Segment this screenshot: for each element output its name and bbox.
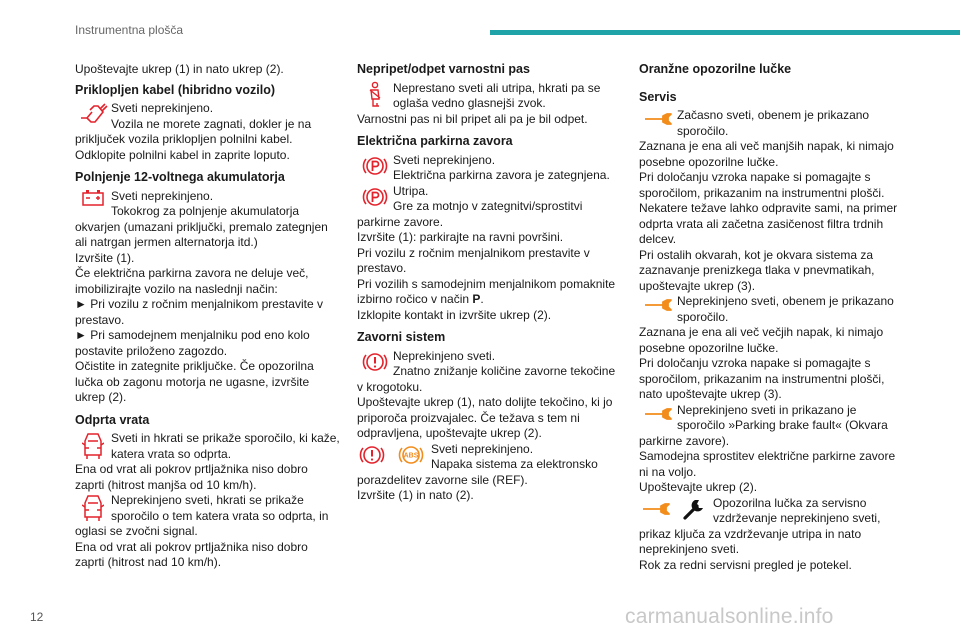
door-block-1 [75,431,340,462]
seatbelt-block [357,81,622,112]
service-icon4-text: Opozorilna lučka za servisno vzdrževanje neprekinjeno sveti, [713,495,881,525]
service-icon3-text: Neprekinjeno sveti in prikazano je sporočilo »Parking brake fault« (Okvara [677,402,888,432]
heading-brake-system: Zavorni sistem [357,330,446,344]
parking-brake-icon [357,153,393,184]
open-door-icon [75,431,111,462]
battery-icon-text: Sveti neprekinjeno. Tokokrog za polnjenje akumulatorja [111,188,300,218]
seatbelt-text: Varnostni pas ni bil pripet ali pa je bil odpet. [357,111,588,126]
heading-open-door: Odprta vrata [75,412,150,427]
service-block-2 [639,294,904,325]
brake-icon2-text: Sveti neprekinjeno. Napaka sistema za elektronsko [431,441,598,471]
service-block-3 [639,403,904,434]
column-2 [357,62,622,504]
service-block-4 [639,496,904,527]
column-1 [75,62,340,571]
service-text-1: Zaznana je ena ali več manjših napak, ki nimajo posebne opozorilne lučke. Pri določanju vzroka napake si pomagajte s sporočilom, prikazanim na instrumentni plošči. Nekatere težave lahko odpravite sami, na primer odprta vrata ali začetna zasičenost filtra trdnih delcev. Pri ostalih okvarah, kot je okvara sistema za zaznavanje prenizkega tlaka v pnevmatikah, upoštevajte ukrep (3). [639,139,898,293]
battery-text: okvarjen (umazani priključki, premalo zategnjen ali natrgan jermen alternatorja itd.) Izvršite (1). Če električna parkirna zavora ne deluje več, imobilizirajte vozilo na naslednji način: ► Pri vozilu z ročnim menjalnikom prestavite v prestavo. ► Pri samodejnem menjalniku pod eno kolo postavite priloženo zagozdo. Očistite in zategnite priključke. Če opozorilna lučka ob zagonu motorja ne ugasne, izvršite ukrep (2). [75,219,328,404]
service-wrench-icon [639,294,677,325]
parking-brake-block-2 [357,184,622,215]
open-door-icon [75,493,111,524]
running-header: Instrumentna plošča [75,23,184,37]
service-block-1 [639,108,904,139]
parking-brake-icon2-text: Utripa. Gre za motnjo v zategnitvi/sprostitvi [393,183,583,213]
battery-block [75,189,340,220]
brake-icon1-text: Neprekinjeno sveti. Znatno znižanje količine zavorne tekočine [393,348,616,378]
door-text-1: Ena od vrat ali pokrov prtljažnika niso dobro zaprti (hitrost manjša od 10 km/h). [75,462,308,492]
service-maintenance-icons [639,496,713,527]
page-number: 12 [30,610,44,624]
heading-orange-warnings: Oranžne opozorilne lučke [639,62,792,76]
brake-abs-icons [357,442,431,473]
door-block-2 [75,493,340,524]
parking-brake-text [357,215,622,324]
service-wrench-icon [639,108,677,139]
door-text-2: oglasi se zvočni signal. Ena od vrat ali pokrov prtljažnika niso dobro zaprti (hitrost nad 10 km/h). [75,524,308,569]
abs-label: ABS [403,452,419,459]
parking-brake-icon [357,184,393,215]
header-accent-bar [490,30,960,35]
charging-text: priključek vozila priklopljen polnilni kabel. Odklopite polnilni kabel in zaprite loputo. [75,132,293,162]
seatbelt-icon-text: Neprestano sveti ali utripa, hkrati pa se oglaša vedno glasnejši zvok. [393,80,601,110]
charging-block [75,101,340,132]
service-icon2-text: Neprekinjeno sveti, obenem je prikazano sporočilo. [677,294,894,324]
heading-charging-cable: Priklopljen kabel (hibridno vozilo) [75,82,276,97]
parking-brake-block-1 [357,153,622,184]
heading-battery: Polnjenje 12-voltnega akumulatorja [75,170,285,184]
service-wrench-icon [639,403,677,434]
intro-text: Upoštevajte ukrep (1) in nato ukrep (2). [75,62,284,76]
heading-seatbelt: Nepripet/odpet varnostni pas [357,62,530,76]
service-icon1-text: Začasno sveti, obenem je prikazano sporočilo. [677,108,870,138]
parking-brake-icon1-text: Sveti neprekinjeno. Električna parkirna zavora je zategnjena. [393,152,610,182]
seatbelt-icon [357,81,393,112]
brake-system-block-2 [357,442,622,473]
heading-service: Servis [639,89,677,104]
service-text-4: prikaz ključa za vzdrževanje utripa in nato neprekinjeno sveti. Rok za redni servisni pregled je potekel. [639,526,862,572]
service-text-3: parkirne zavore). Samodejna sprostitev električne parkirne zavore ni na voljo. Upoštevajte ukrep (2). [639,433,896,494]
charging-plug-icon [75,101,111,132]
battery-icon [75,189,111,220]
maintenance-spanner-icon [685,500,703,518]
brake-text-2: porazdelitev zavorne sile (REF). Izvršite (1) in nato (2). [357,472,528,502]
service-text-2: Zaznana je ena ali več večjih napak, ki nimajo posebne opozorilne lučke. Pri določanju vzroka napake si pomagajte s sporočilom, prikazanim na instrumentni plošči, nato upoštevajte ukrep (3). [639,325,885,401]
watermark: carmanualsonline.info [625,605,834,628]
service-wrench-icon [643,504,669,514]
brake-warning-icon [360,447,383,463]
brake-warning-icon [357,349,393,380]
brake-text-1: v krogotoku. Upoštevajte ukrep (1), nato dolijte tekočino, ki jo priporoča proizvajalec. Če težava s tem ni odpravljena, upoštevajte ukrep (2). [357,379,613,440]
charging-icon-text: Sveti neprekinjeno. Vozila ne morete zagnati, dokler je na [111,101,312,131]
column-3 [639,62,904,573]
parking-brake-text-a: parkirne zavore. Izvršite (1): parkirajte na ravni površini. Pri vozilu z ročnim menjalnikom prestavite v prestavo. Pri vozilih s samodejnim menjalnikom pomaknite izbirno ročico v način [357,214,616,306]
abs-icon [399,447,422,463]
brake-system-block-1 [357,349,622,380]
parking-brake-text-b: . Izklopite kontakt in izvršite ukrep (2). [357,292,552,322]
door-icon2-text: Neprekinjeno sveti, hkrati se prikaže sporočilo o tem katera vrata so odprta, in [111,493,329,523]
heading-parking-brake: Električna parkirna zavora [357,134,513,148]
gear-p-label: P [472,292,481,306]
door-icon1-text: Sveti in hkrati se prikaže sporočilo, ki kaže, katera vrata so odprta. [111,431,340,461]
